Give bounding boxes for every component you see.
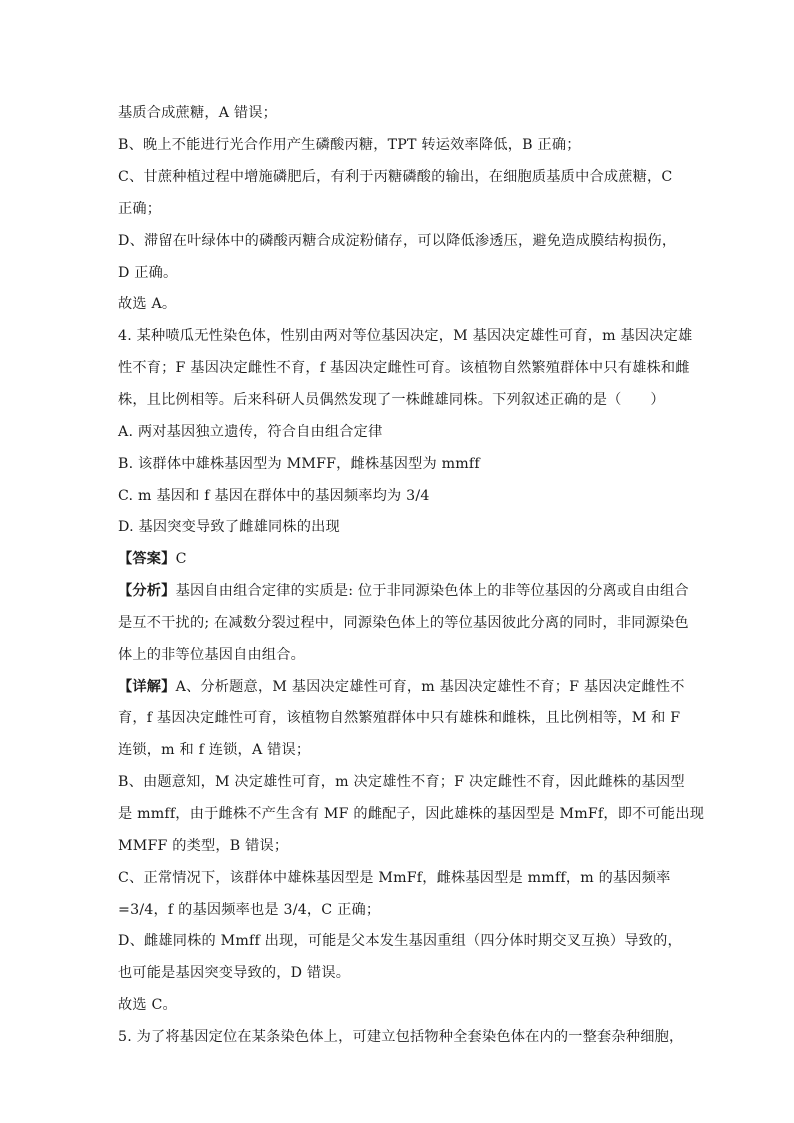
text-line: 也可能是基因突变导致的，D 错误。 <box>118 965 351 981</box>
text-line: 是 mmff，由于雌株不产生含有 MF 的雌配子，因此雄株的基因型是 MmFf，即不可能出现 <box>118 806 705 822</box>
answer-tag: 【答案】 <box>118 551 176 567</box>
answer-line <box>118 549 678 569</box>
analysis-text: 基因自由组合定律的实质是: 位于非同源染色体上的非等位基因的分离或自由组合 <box>175 583 689 599</box>
text-line: D、雌雄同株的 Mmff 出现，可能是父本发生基因重组（四分体时期交叉互换）导致的， <box>118 933 682 949</box>
text-line: 故选 A。 <box>118 296 177 312</box>
text-line: 育，f 基因决定雌性可育，该植物自然繁殖群体中只有雄株和雌株，且比例相等，M 和 F <box>118 710 681 726</box>
analysis-tag: 【分析】 <box>118 583 176 599</box>
text-line: C、甘蔗种植过程中增施磷肥后，有利于丙糖磷酸的输出，在细胞质基质中合成蔗糖，C <box>118 169 673 185</box>
analysis-line <box>118 581 689 601</box>
option-d: D. 基因突变导致了雌雄同株的出现 <box>118 519 340 535</box>
text-line: 株，且比例相等。后来科研人员偶然发现了一株雌雄同株。下列叙述正确的是（ ） <box>118 392 665 408</box>
answer-value: C <box>175 551 187 567</box>
text-line: C、正常情况下，该群体中雄株基因型是 MmFf，雌株基因型是 mmff，m 的基因频率 <box>118 870 671 886</box>
text-line: 基质合成蔗糖，A 错误； <box>118 105 278 121</box>
text-line: =3/4，f 的基因频率也是 3/4，C 正确； <box>118 902 381 918</box>
text-line: 正确； <box>118 201 162 217</box>
text-line: MMFF 的类型，B 错误； <box>118 838 289 854</box>
text-line: 体上的非等位基因自由组合。 <box>118 647 306 663</box>
text-line: 故选 C。 <box>118 997 177 1013</box>
question-stem: 4. 某种喷瓜无性染色体，性别由两对等位基因决定，M 基因决定雄性可育，m 基因决定雄 <box>118 328 693 344</box>
text-line: B、由题意知，M 决定雄性可育，m 决定雄性不育；F 决定雌性不育，因此雌株的基因型 <box>118 774 685 790</box>
text-line: 连锁，m 和 f 连锁，A 错误； <box>118 742 311 758</box>
detail-line <box>118 677 685 697</box>
text-line: B、晚上不能进行光合作用产生磷酸丙糖，TPT 转运效率降低，B 正确； <box>118 137 581 153</box>
detail-tag: 【详解】 <box>118 679 176 695</box>
text-line: 是互不干扰的; 在减数分裂过程中，同源染色体上的等位基因彼此分离的同时，非同源染色 <box>118 615 689 631</box>
option-c: C. m 基因和 f 基因在群体中的基因频率均为 3/4 <box>118 488 430 504</box>
question-stem: 5. 为了将基因定位在某条染色体上，可建立包括物种全套染色体在内的一整套杂种细胞， <box>118 1029 684 1045</box>
detail-text: A、分析题意，M 基因决定雄性可育，m 基因决定雄性不育；F 基因决定雌性不 <box>175 679 685 695</box>
text-line: 性不育；F 基因决定雌性不育，f 基因决定雌性可育。该植物自然繁殖群体中只有雄株和雌 <box>118 360 690 376</box>
option-b: B. 该群体中雄株基因型为 MMFF，雌株基因型为 mmff <box>118 456 480 472</box>
option-a: A. 两对基因独立遗传，符合自由组合定律 <box>118 424 383 440</box>
text-line: D 正确。 <box>118 265 178 281</box>
text-line: D、滞留在叶绿体中的磷酸丙糖合成淀粉储存，可以降低渗透压，避免造成膜结构损伤， <box>118 233 677 249</box>
